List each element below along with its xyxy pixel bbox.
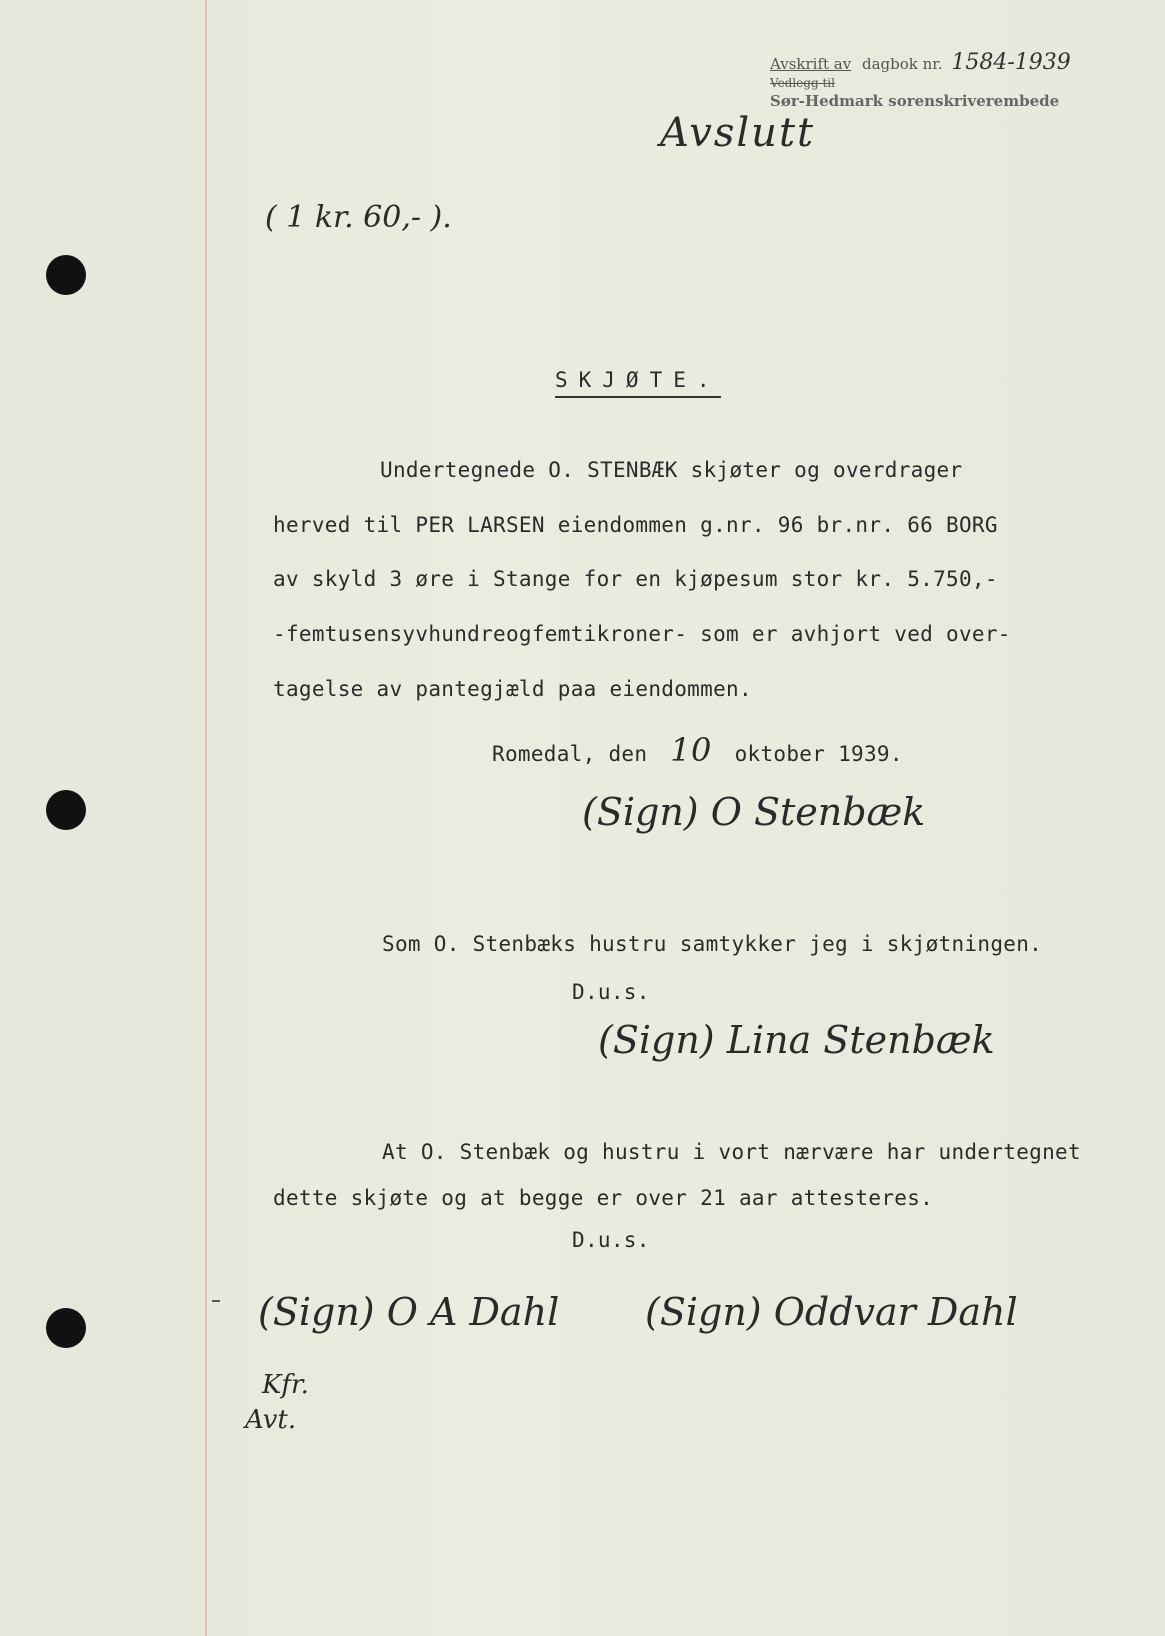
date-suffix: oktober 1939. (734, 742, 903, 766)
note-avt: Avt. (245, 1405, 297, 1435)
signature-oddvar-dahl: (Sign) Oddvar Dahl (645, 1290, 1018, 1334)
attest-line-1: At O. Stenbæk og hustru i vort nærvære har undertegnet (382, 1140, 1081, 1164)
signature-lina-stenbaek: (Sign) Lina Stenbæk (598, 1018, 995, 1062)
date-line (492, 731, 903, 769)
stamp-office: Sør-Hedmark sorenskriverembede (770, 92, 1060, 110)
consent-dus: D.u.s. (572, 980, 650, 1004)
body-line-5: tagelse av pantegjæld paa eiendommen. (273, 677, 752, 701)
body-line-1: Undertegnede O. STENBÆK skjøter og overdrager (380, 458, 963, 482)
body-line-4: -femtusensyvhundreogfemtikroner- som er avhjort ved over- (273, 622, 1011, 646)
body-line-3: av skyld 3 øre i Stange for en kjøpesum stor kr. 5.750,- (273, 567, 998, 591)
signature-stenbaek: (Sign) O Stenbæk (582, 790, 926, 834)
consent-text: Som O. Stenbæks hustru samtykker jeg i skjøtningen. (382, 932, 1043, 956)
punch-hole-bottom (46, 1308, 86, 1348)
handwritten-fee: ( 1 kr. 60,- ). (265, 200, 452, 235)
stamp-crossed-text: Vedlegg til (770, 76, 835, 90)
registry-stamp (770, 52, 1100, 112)
punch-hole-top (46, 255, 86, 295)
document-title: SKJØTE. (555, 368, 721, 398)
signature-oa-dahl: (Sign) O A Dahl (258, 1290, 560, 1334)
attest-dus: D.u.s. (572, 1228, 650, 1252)
margin-tick (212, 1300, 220, 1302)
attest-line-2: dette skjøte og at begge er over 21 aar attesteres. (273, 1186, 934, 1210)
stamp-prefix: Avskrift av (770, 55, 852, 73)
note-kfr: Kfr. (262, 1370, 309, 1400)
punch-hole-middle (46, 790, 86, 830)
stamp-dagbok-label: dagbok nr. (862, 55, 943, 73)
stamp-dagbok-number: 1584-1939 (951, 50, 1071, 75)
body-line-2: herved til PER LARSEN eiendommen g.nr. 96 br.nr. 66 BORG (273, 513, 998, 537)
margin-line (205, 0, 207, 1636)
date-day: 10 (670, 731, 712, 769)
handwritten-avslutt: Avslutt (660, 110, 816, 156)
date-prefix: Romedal, den (492, 742, 648, 766)
